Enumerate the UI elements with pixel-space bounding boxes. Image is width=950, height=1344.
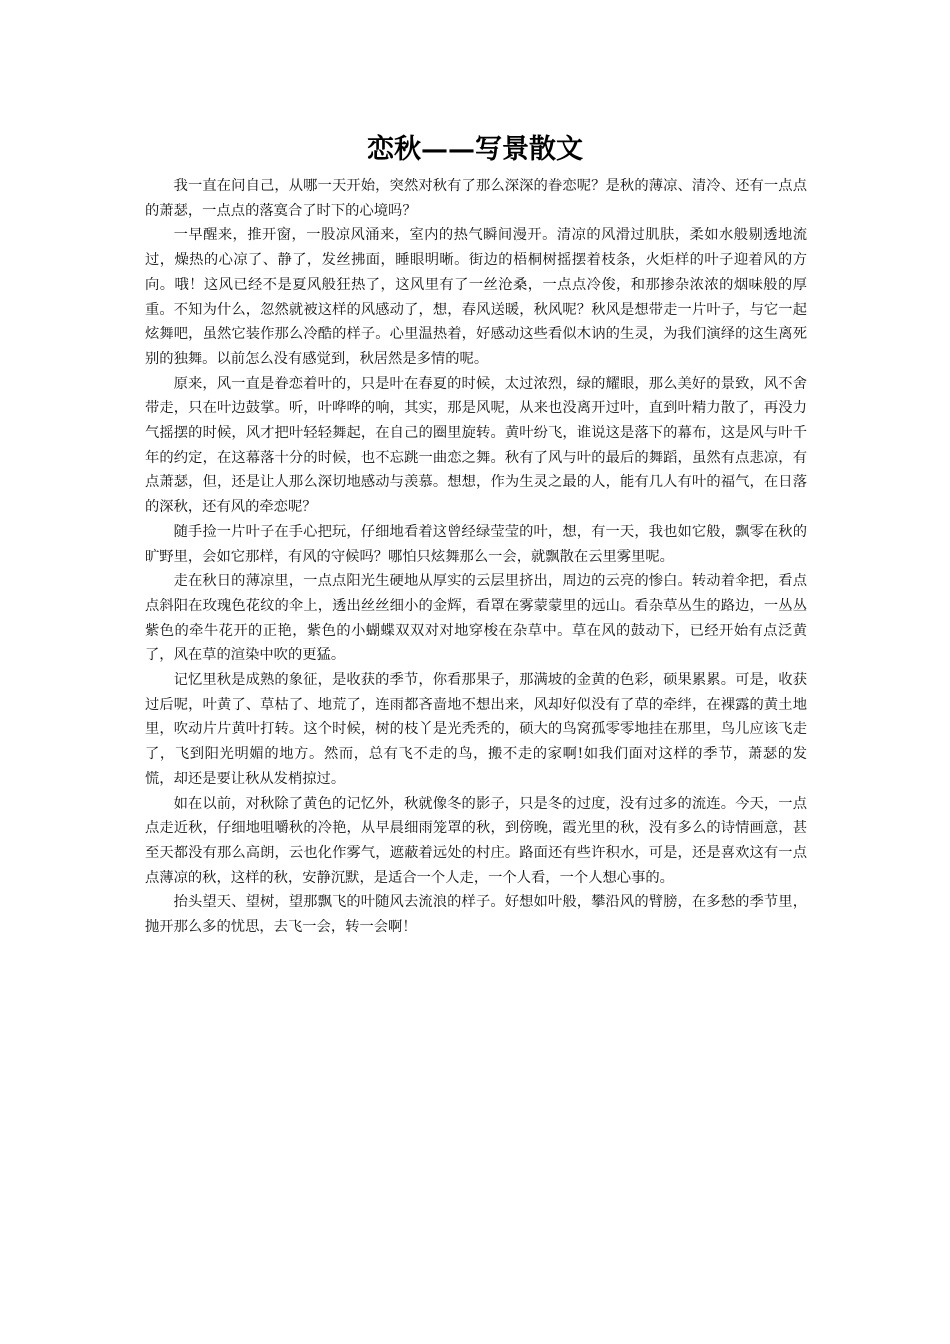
paragraph: 抬头望天、望树，望那飘飞的叶随风去流浪的样子。好想如叶般，攀沿风的臂膀，在多愁的季节里，抛开那么多的忧思，去飞一会，转一会啊！	[145, 894, 807, 936]
paragraph: 走在秋日的薄凉里，一点点阳光生硬地从厚实的云层里挤出，周边的云亮的惨白。转动着伞把，看点点斜阳在玫瑰色花纹的伞上，透出丝丝细小的金辉，看罩在雾蒙蒙里的远山。看杂草丛生的路边，一丛丛紫色的牵牛花开的正艳，紫色的小蝴蝶双双对对地穿梭在杂草中。草在风的鼓动下，已经开始有点泛黄了，风在草的渲染中吹的更猛。	[145, 573, 807, 664]
paragraph: 如在以前，对秋除了黄色的记忆外，秋就像冬的影子，只是冬的过度，没有过多的流连。今天，一点点走近秋，仔细地咀嚼秋的冷艳，从早晨细雨笼罩的秋，到傍晚，霞光里的秋，没有多么的诗情画意，甚至天都没有那么高朗，云也化作雾气，遮蔽着远处的村庄。路面还有些许积水，可是，还是喜欢这有一点点薄凉的秋，这样的秋，安静沉默，是适合一个人走，一个人看，一个人想心事的。	[145, 795, 807, 886]
paragraph: 一早醒来，推开窗，一股凉风涌来，室内的热气瞬间漫开。清凉的风滑过肌肤，柔如水般剔透地流过，燥热的心凉了、静了，发丝拂面，睡眼明晰。街边的梧桐树摇摆着枝条，火炬样的叶子迎着风的方向。哦！这风已经不是夏风般狂热了，这风里有了一丝沧桑，一点点冷俊，和那掺杂浓浓的烟味般的厚重。不知为什么，忽然就被这样的风感动了，想，春风送暖，秋风呢？秋风是想带走一片叶子，与它一起炫舞吧，虽然它装作那么冷酷的样子。心里温热着，好感动这些看似木讷的生灵，为我们演绎的这生离死别的独舞。以前怎么没有感觉到，秋居然是多情的呢。	[145, 227, 807, 367]
document-body	[145, 174, 807, 940]
paragraph: 随手捡一片叶子在手心把玩，仔细地看着这曾经绿莹莹的叶，想，有一天，我也如它般，飘零在秋的旷野里，会如它那样，有风的守候吗？哪怕只炫舞那么一会，就飘散在云里雾里呢。	[145, 523, 807, 565]
paragraph: 原来，风一直是眷恋着叶的，只是叶在春夏的时候，太过浓烈，绿的耀眼，那么美好的景致，风不舍带走，只在叶边鼓掌。听，叶哗哗的响，其实，那是风呢，从来也没离开过叶，直到叶精力散了，再没力气摇摆的时候，风才把叶轻轻舞起，在自己的圈里旋转。黄叶纷飞，谁说这是落下的幕布，这是风与叶千年的约定，在这幕落十分的时候，也不忘跳一曲恋之舞。秋有了风与叶的最后的舞蹈，虽然有点悲凉，有点萧瑟，但，还是让人那么深切地感动与羡慕。想想，作为生灵之最的人，能有几人有叶的福气，在日落的深秋，还有风的牵恋呢？	[145, 375, 807, 516]
paragraph: 我一直在问自己，从哪一天开始，突然对秋有了那么深深的眷恋呢？是秋的薄凉、清冷、还有一点点的萧瑟，一点点的落寞合了时下的心境吗？	[145, 178, 807, 219]
paragraph: 记忆里秋是成熟的象征，是收获的季节，你看那果子，那满坡的金黄的色彩，硕果累累。可是，收获过后呢，叶黄了、草枯了、地荒了，连雨都吝啬地不想出来，风却好似没有了草的牵绊，在裸露的黄土地里，吹动片片黄叶打转。这个时候，树的枝丫是光秃秃的，硕大的鸟窝孤零零地挂在那里，鸟儿应该飞走了，飞到阳光明媚的地方。然而，总有飞不走的鸟，搬不走的家啊!如我们面对这样的季节，萧瑟的发慌，却还是要让秋从发梢掠过。	[145, 672, 807, 787]
document-title: 恋秋——写景散文	[367, 134, 583, 165]
